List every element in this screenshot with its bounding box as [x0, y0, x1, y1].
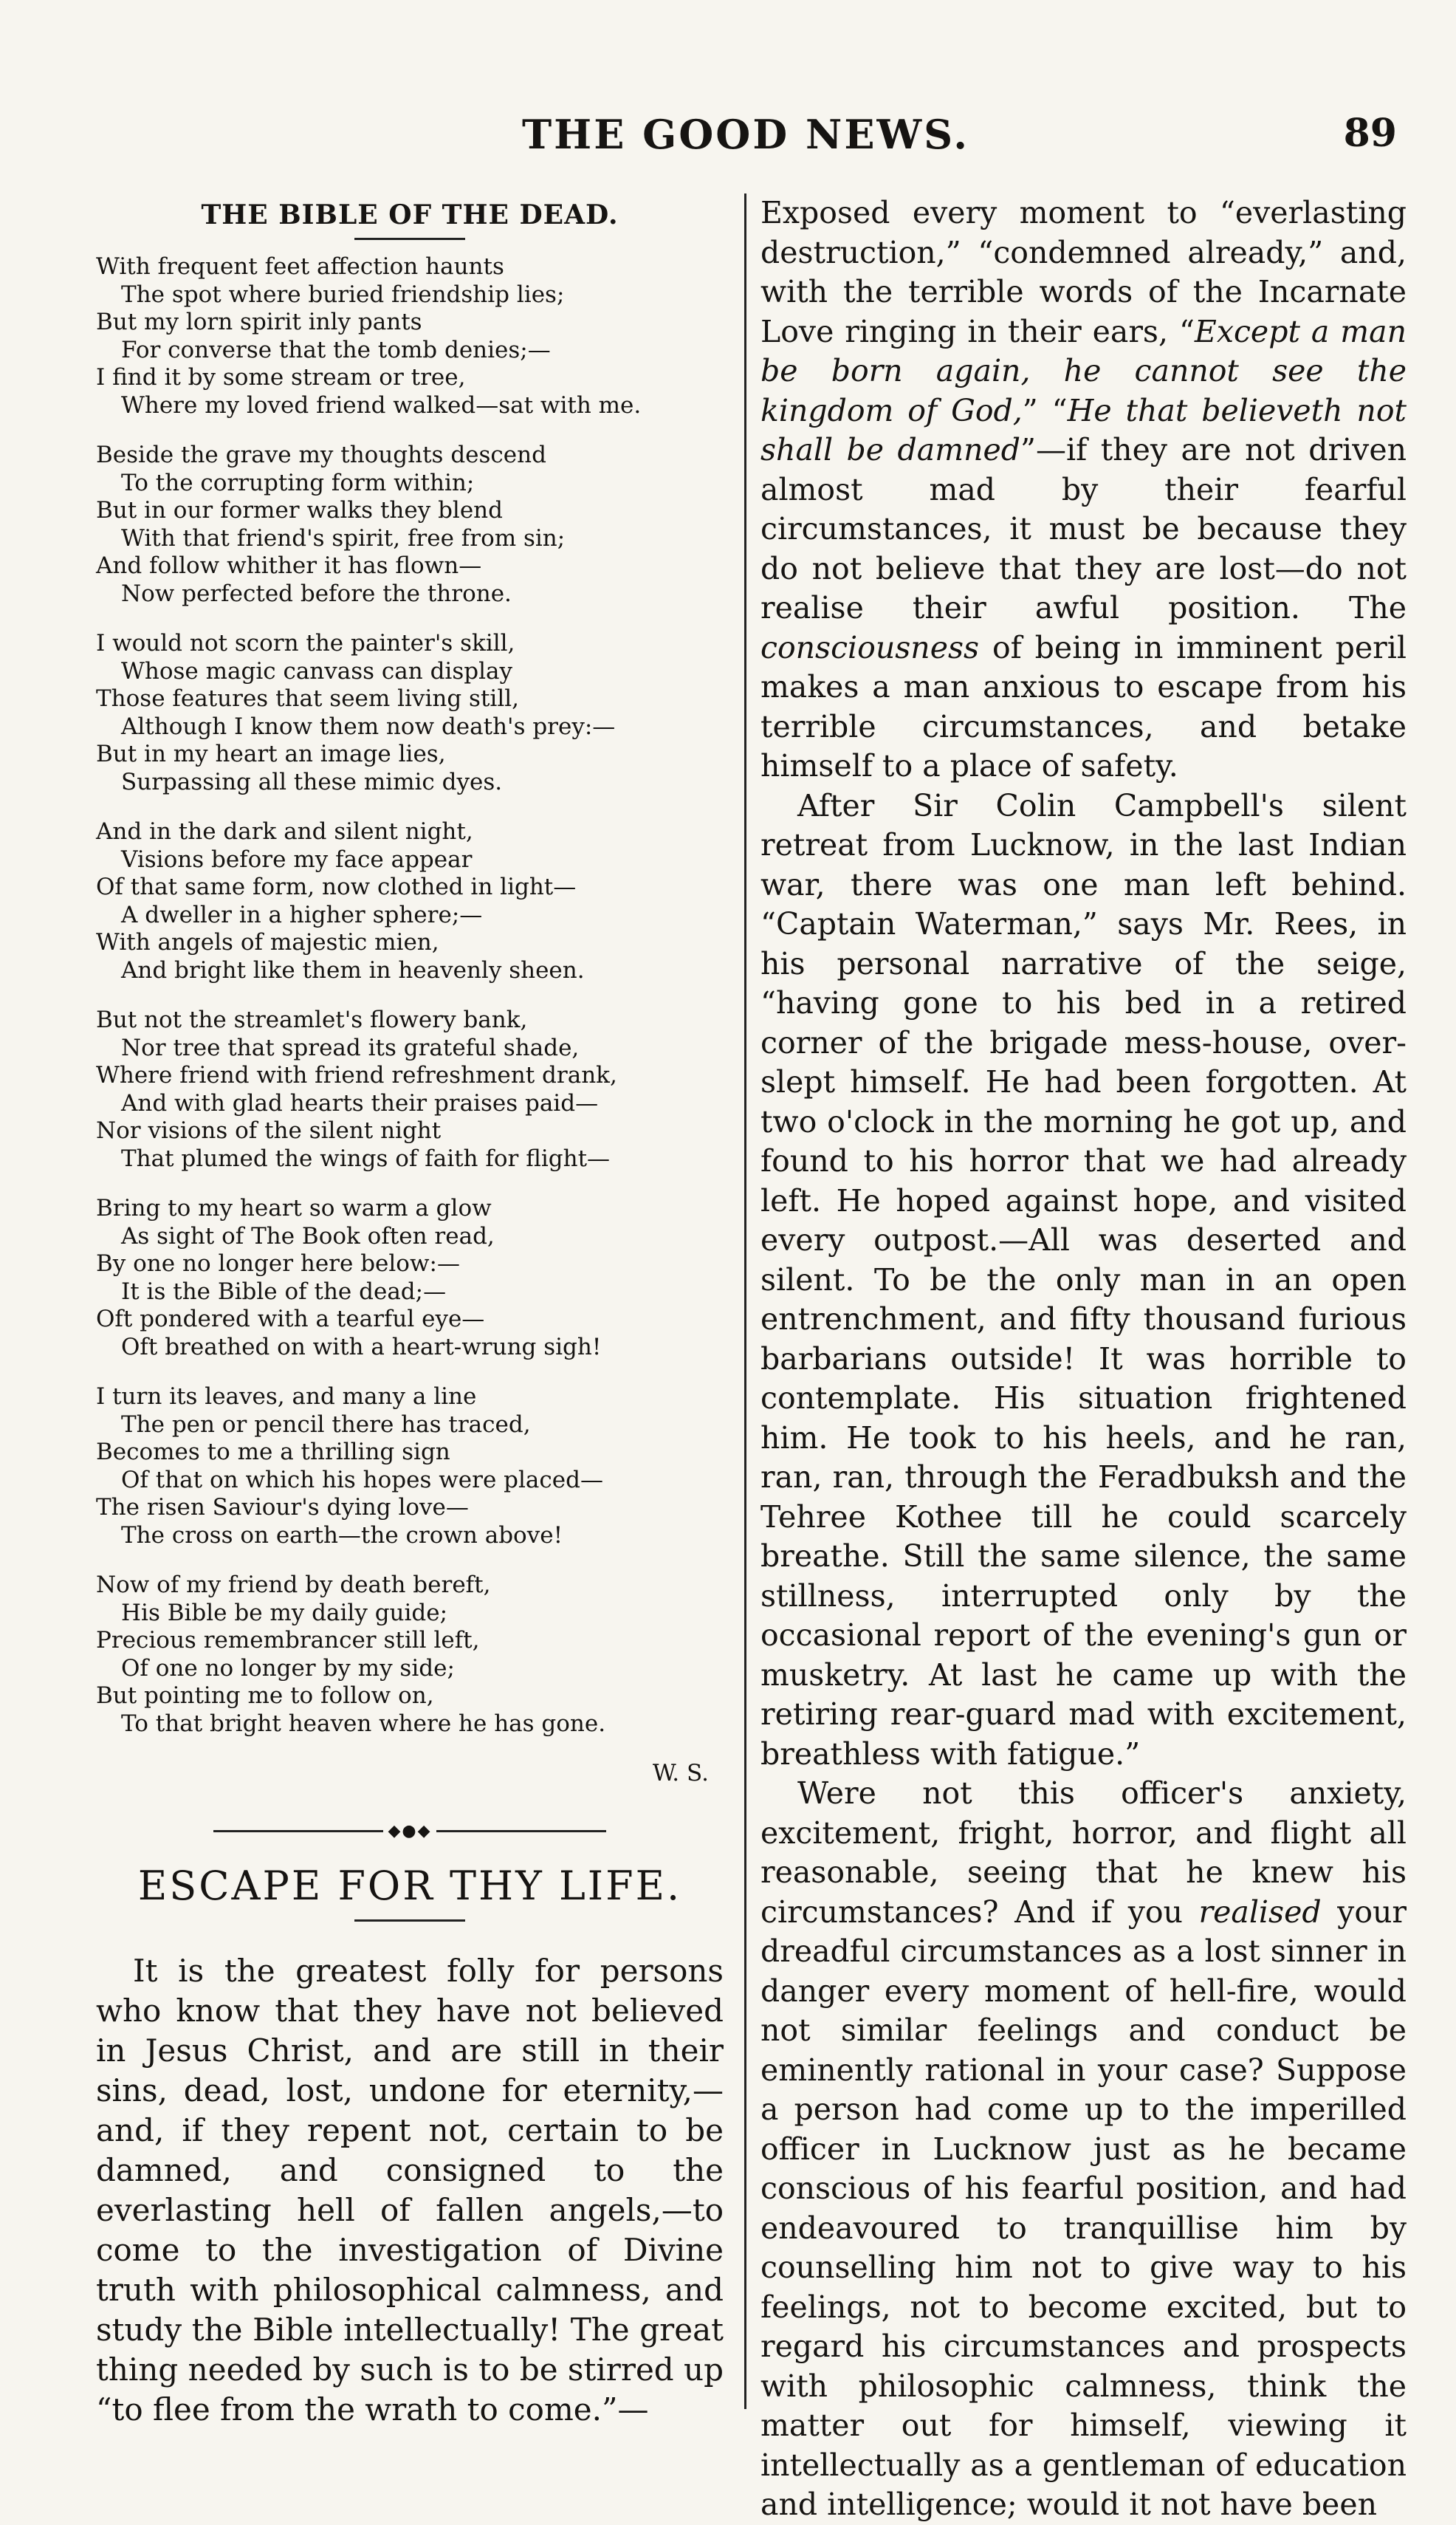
poem-line: I would not scorn the painter's skill,: [96, 630, 515, 657]
poem-line: The risen Saviour's dying love—: [96, 1494, 469, 1521]
poem-line: Those features that seem living still,: [96, 685, 520, 712]
poem-stanza: [96, 818, 724, 984]
poem-line: Of that on which his hopes were placed—: [121, 1466, 603, 1493]
poem-line: But pointing me to follow on,: [96, 1682, 434, 1709]
poem-stanza: [96, 1383, 724, 1549]
poem-line: Beside the grave my thoughts descend: [96, 442, 546, 468]
article-paragraph-3: After Sir Colin Campbell's silent retreat from Lucknow, in the last Indian war, there was one man left behind. “Captain Waterman,” says Mr. Rees, in his personal narrative of the seige, “having gone to his bed in a retired corner of the brigade mess-house, over-slept himself. He had been forgotten. At two o'clock in the morning he got up, and found to his horror that we had already left. He hoped against hope, and visited every outpost.—All was deserted and silent. To be the only man in an open entrenchment, and fifty thousand furious barbarians outside! It was horrible to contemplate. His situation frightened him. He took to his heels, and he ran, ran, ran, through the Feradbuksh and the Tehree Kothee till he could scarcely breathe. Still the same silence, the same stillness, interrupted only by the occasional report of the evening's gun or musketry. At last he came up with the retiring rear-guard mad with excitement, breathless with fatigue.”: [760, 787, 1407, 1772]
poem-line: Becomes to me a thrilling sign: [96, 1439, 450, 1465]
poem-stanza: [96, 630, 724, 796]
ornamental-divider: [96, 1822, 724, 1840]
poem-stanza: [96, 1195, 724, 1361]
poem-line: It is the Bible of the dead;—: [121, 1278, 447, 1305]
poem-line: Although I know them now death's prey:—: [121, 713, 616, 740]
poem-line: Nor tree that spread its grateful shade,: [121, 1034, 580, 1061]
page-header: [0, 111, 1456, 170]
poem-line: And follow whither it has flown—: [96, 552, 482, 579]
poem-line: I turn its leaves, and many a line: [96, 1383, 477, 1410]
poem-line: Of one no longer by my side;: [121, 1654, 455, 1682]
poem-line: And bright like them in heavenly sheen.: [121, 956, 585, 984]
poem-body: [96, 253, 724, 1738]
poem-line: To that bright heaven where he has gone.: [121, 1710, 606, 1737]
poem-line: But in our former walks they blend: [96, 497, 503, 524]
poem-line: The spot where buried friendship lies;: [121, 281, 565, 308]
poem-line: But my lorn spirit inly pants: [96, 309, 422, 335]
poem-line: The pen or pencil there has traced,: [121, 1411, 531, 1438]
article-paragraph-2: Exposed every moment to “everlasting destruction,” “condemned already,” and, with the terrible words of the Incarnate Love ringing in their ears, “Except a man be born again, he cannot see the kingdom of God,” “He that believeth not shall be damned”—if they are not driven almost mad by their fearful circumstances, it must be because they do not believe that they are lost—do not realise their awful position. The consciousness of being in imminent peril makes a man anxious to escape from his terrible circumstances, and betake himself to a place of safety.: [760, 195, 1407, 784]
poem-line: But not the streamlet's flowery bank,: [96, 1007, 528, 1033]
poem-line: Oft breathed on with a heart-wrung sigh!: [121, 1333, 602, 1360]
poem-line: With angels of majestic mien,: [96, 929, 439, 956]
poem-signature: W. S.: [652, 1760, 709, 1786]
poem-line: That plumed the wings of faith for flight—: [121, 1145, 611, 1172]
page-number: 89: [1343, 111, 1397, 156]
poem-line: But in my heart an image lies,: [96, 741, 446, 767]
poem-title: THE BIBLE OF THE DEAD.: [201, 199, 619, 230]
poem-title-rule: [354, 238, 465, 240]
article-title: ESCAPE FOR THY LIFE.: [137, 1863, 682, 1909]
poem-line: Nor visions of the silent night: [96, 1117, 442, 1144]
poem-stanza: [96, 1572, 724, 1738]
article-paragraph-1: It is the greatest folly for persons who know that they have not believed in Jesus Christ, and are still in their sins, dead, lost, undone for eternity,—and, if they repent not, certain to be damned, and consigned to the everlasting hell of fallen angels,—to come to the investigation of Divine truth with philosophical calmness, and study the Bible intellectually! The great thing needed by such is to be stirred up “to flee from the wrath to come.”—: [96, 1953, 724, 2428]
poem-stanza: [96, 1007, 724, 1173]
poem-line: Precious remembrancer still left,: [96, 1627, 480, 1654]
poem-line: The cross on earth—the crown above!: [121, 1521, 563, 1549]
poem-line: As sight of The Book often read,: [121, 1222, 495, 1250]
poem-line: With frequent feet affection haunts: [96, 253, 504, 280]
ornament-icon: ◆●◆: [388, 1822, 432, 1840]
poem-line: Oft pondered with a tearful eye—: [96, 1306, 485, 1332]
poem-line: To the corrupting form within;: [121, 469, 475, 496]
right-column: [760, 193, 1407, 2525]
column-divider: [744, 193, 746, 2409]
poem-line: Now perfected before the throne.: [121, 580, 512, 607]
poem-line: Surpassing all these mimic dyes.: [121, 768, 503, 795]
poem-line: And with glad hearts their praises paid—: [121, 1089, 599, 1117]
poem-stanza: [96, 442, 724, 608]
poem-line: Where my loved friend walked—sat with me.: [121, 391, 642, 419]
poem-line: By one no longer here below:—: [96, 1250, 460, 1277]
poem-line: A dweller in a higher sphere;—: [121, 901, 483, 928]
poem-line: Bring to my heart so warm a glow: [96, 1195, 492, 1222]
poem-line: Now of my friend by death bereft,: [96, 1572, 491, 1598]
article-paragraph-4: Were not this officer's anxiety, excitement, fright, horror, and flight all reasonable, seeing that he knew his circumstances? And if you realised your dreadful circumstances as a lost sinner in danger every moment of hell-fire, would not similar feelings and conduct be eminently rational in your case? Suppose a person had come up to the imperilled officer in Lucknow just as he became conscious of his fearful position, and had endeavoured to tranquillise him by counselling him not to give way to his feelings, not to become excited, but to regard his circumstances and prospects with philosophic calmness, think the matter out for himself, viewing it intellectually as a gentleman of education and intelligence; would it not have been: [760, 1775, 1407, 2522]
poem-line: His Bible be my daily guide;: [121, 1599, 448, 1626]
poem-line: Where friend with friend refreshment drank,: [96, 1062, 617, 1089]
poem-line: And in the dark and silent night,: [96, 818, 473, 845]
poem-line: Of that same form, now clothed in light—: [96, 874, 577, 900]
running-title: THE GOOD NEWS.: [521, 111, 970, 158]
article-title-rule: [354, 1919, 465, 1922]
poem-stanza: [96, 253, 724, 419]
poem-line: Whose magic canvass can display: [121, 657, 513, 685]
poem-line: I find it by some stream or tree,: [96, 364, 466, 391]
left-column: [96, 193, 724, 2430]
poem-line: Visions before my face appear: [121, 846, 473, 873]
poem-line: For converse that the tomb denies;—: [121, 336, 551, 363]
poem-line: With that friend's spirit, free from sin;: [121, 524, 566, 552]
